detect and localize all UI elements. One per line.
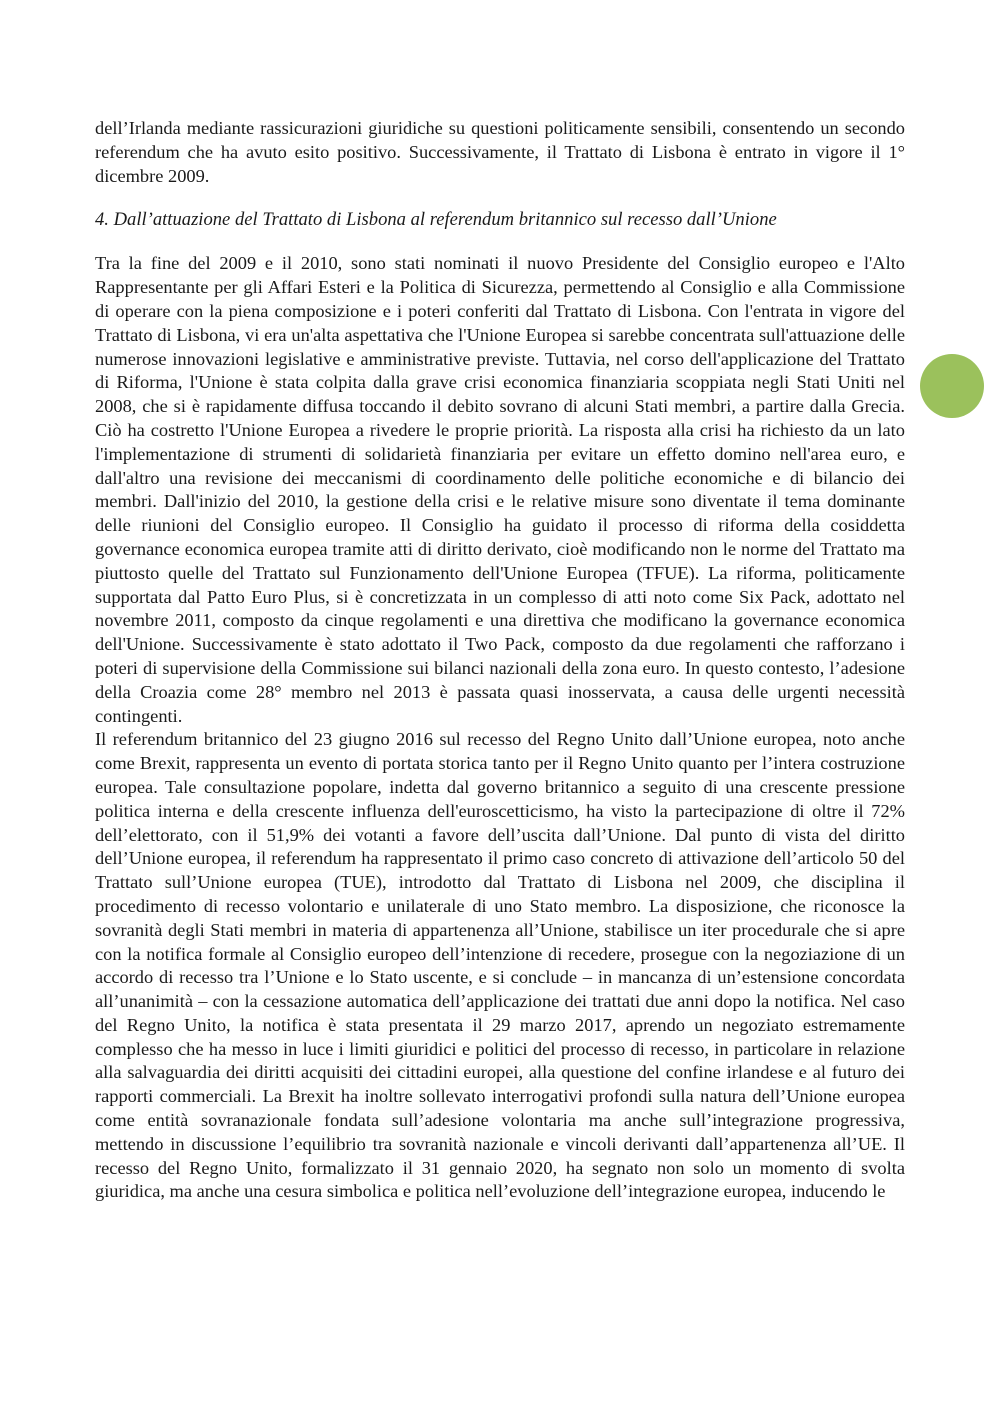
body-paragraph-1: Tra la fine del 2009 e il 2010, sono stati nominati il nuovo Presidente del Consiglio europeo e l'Alto Rappresentante per gli Affari Esteri e la Politica di Sicurezza, permettendo al Consiglio e alla Commissione di operare con la piena composizione e i poteri conferiti dal Trattato di Lisbona. Con l'entrata in vigore del Trattato di Lisbona, vi era un'alta aspettativa che l'Unione Europea si sarebbe concentrata sull'attuazione delle numerose innovazioni legislative e amministrative previste. Tuttavia, nel corso dell'applicazione del Trattato di Riforma, l'Unione è stata colpita dalla grave crisi economica finanziaria scoppiata negli Stati Uniti nel 2008, che si è rapidamente diffusa toccando il debito sovrano di alcuni Stati membri, a partire dalla Grecia. Ciò ha costretto l'Unione Europea a rivedere le proprie priorità. La risposta alla crisi ha richiesto da un lato l'implementazione di strumenti di solidarietà finanziaria per evitare un effetto domino nell'area euro, e dall'altro una revisione dei meccanismi di coordinamento delle politiche economiche e di bilancio dei membri. Dall'inizio del 2010, la gestione della crisi e le relative misure sono diventate il tema dominante delle riunioni del Consiglio europeo. Il Consiglio ha guidato il processo di riforma della cosiddetta governance economica europea tramite atti di diritto derivato, cioè modificando non le norme del Trattato ma piuttosto quelle del Trattato sul Funzionamento dell'Unione Europea (TFUE). La riforma, politicamente supportata dal Patto Euro Plus, si è concretizzata in un complesso di atti noto come Six Pack, adottato nel novembre 2011, composto da cinque regolamenti e una direttiva che modificano la governance economica dell'Unione. Successivamente è stato adottato il Two Pack, composto da due regolamenti che rafforzano i poteri di supervisione della Commissione sui bilanci nazionali della zona euro. In questo contesto, l’adesione della Croazia come 28° membro nel 2013 è passata quasi inosservata, a causa delle urgenti necessità contingenti.	[95, 253, 905, 726]
section-heading: 4. Dall’attuazione del Trattato di Lisbona al referendum britannico sul recesso dall’Unione	[95, 209, 777, 231]
intro-paragraph: dell’Irlanda mediante rassicurazioni giuridiche su questioni politicamente sensibili, consentendo un secondo referendum che ha avuto esito positivo. Successivamente, il Trattato di Lisbona è entrato in vigore il 1° dicembre 2009.	[95, 118, 905, 186]
document-page	[95, 117, 905, 1204]
decorative-green-dot	[920, 354, 984, 418]
body-paragraph-2: Il referendum britannico del 23 giugno 2016 sul recesso del Regno Unito dall’Unione europea, noto anche come Brexit, rappresenta un evento di portata storica tanto per il Regno Unito quanto per l’intera costruzione europea. Tale consultazione popolare, indetta dal governo britannico a seguito di una crescente pressione politica interna e della crescente influenza dell'euroscetticismo, ha visto la partecipazione di oltre il 72% dell’elettorato, con il 51,9% dei votanti a favore dell’uscita dall’Unione. Dal punto di vista del diritto dell’Unione europea, il referendum ha rappresentato il primo caso concreto di attivazione dell’articolo 50 del Trattato sull’Unione europea (TUE), introdotto dal Trattato di Lisbona nel 2009, che disciplina il procedimento di recesso volontario e unilaterale di uno Stato membro. La disposizione, che riconosce la sovranità degli Stati membri in materia di appartenenza all’Unione, stabilisce un iter procedurale che si apre con la notifica formale al Consiglio europeo dell’intenzione di recedere, prosegue con la negoziazione di un accordo di recesso tra l’Unione e lo Stato uscente, e si conclude – in mancanza di un’estensione concordata all’unanimità – con la cessazione automatica dell’applicazione dei trattati due anni dopo la notifica. Nel caso del Regno Unito, la notifica è stata presentata il 29 marzo 2017, aprendo un negoziato estremamente complesso che ha messo in luce i limiti giuridici e politici del processo di recesso, in particolare in relazione alla salvaguardia dei diritti acquisiti dei cittadini europei, alla questione del confine irlandese e al futuro dei rapporti commerciali. La Brexit ha inoltre sollevato interrogativi profondi sulla natura dell’Unione europea come entità sovranazionale fondata sull’adesione volontaria ma anche sull’integrazione progressiva, mettendo in discussione l’equilibrio tra sovranità nazionale e vincoli derivanti dall’appartenenza all’UE. Il recesso del Regno Unito, formalizzato il 31 gennaio 2020, ha segnato non solo un momento di svolta giuridica, ma anche una cesura simbolica e politica nell’evoluzione dell’integrazione europea, inducendo le	[95, 729, 905, 1202]
